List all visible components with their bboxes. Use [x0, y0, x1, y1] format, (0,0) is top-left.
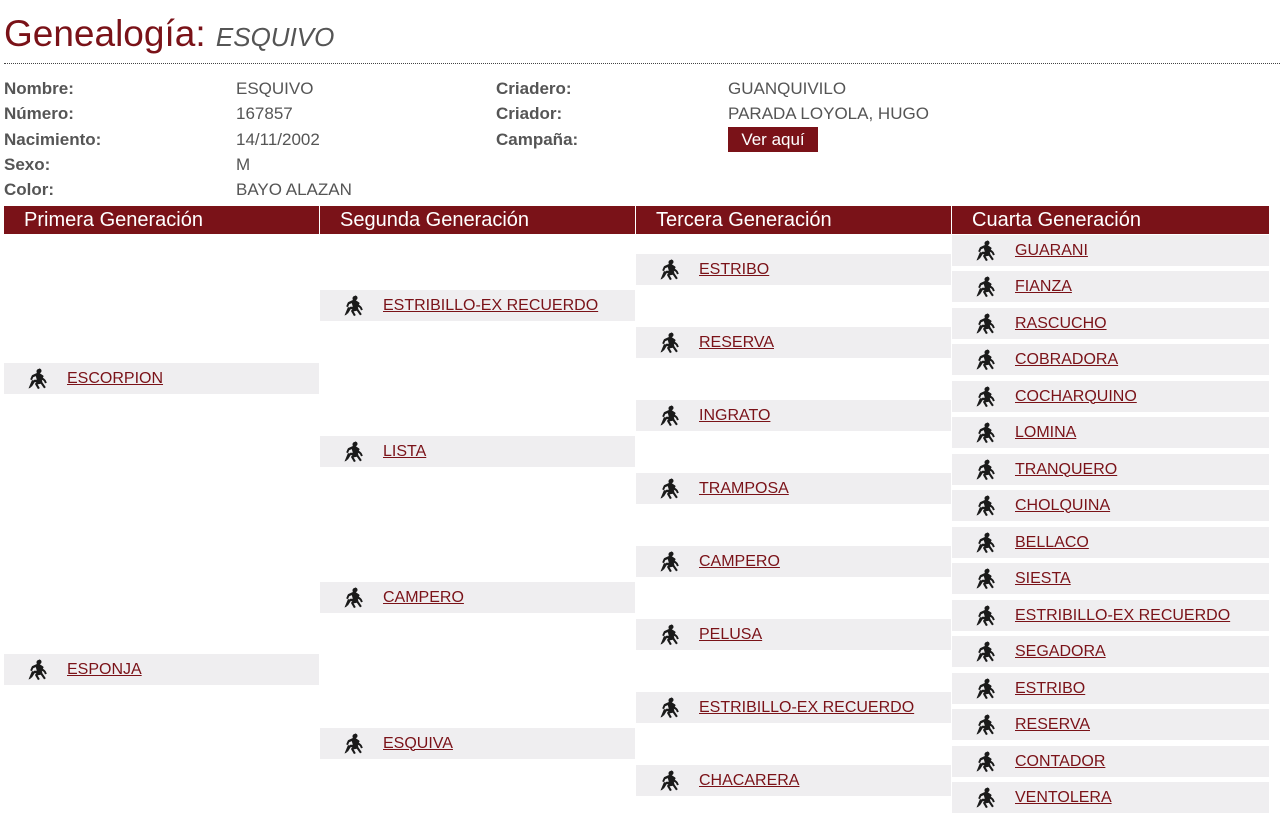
gen1-cell: [4, 363, 319, 394]
gen3-horse-link[interactable]: ESTRIBO: [699, 260, 770, 278]
gen4-cell: [952, 235, 1269, 266]
gen4-horse-link[interactable]: TRANQUERO: [1015, 460, 1118, 478]
gen4-horse-link[interactable]: CHOLQUINA: [1015, 496, 1111, 514]
rider-on-horse-icon: [658, 258, 682, 282]
rider-on-horse-icon: [658, 331, 682, 355]
ver-aqui-button[interactable]: Ver aquí: [728, 127, 818, 152]
gen2-horse-link[interactable]: ESQUIVA: [383, 734, 453, 752]
page-title-horse: ESQUIVO: [215, 22, 335, 52]
criador-value: PARADA LOYOLA, HUGO: [728, 104, 929, 123]
rider-on-horse-icon: [658, 404, 682, 428]
criadero-value: GUANQUIVILO: [728, 79, 847, 98]
page-title: [4, 12, 334, 59]
gen4-cell: [952, 709, 1269, 740]
sexo-value: M: [236, 155, 251, 174]
gen1-cell: [4, 654, 319, 685]
sexo-label: Sexo:: [4, 155, 51, 174]
gen4-horse-link[interactable]: COCHARQUINO: [1015, 387, 1137, 405]
header-tercera-generacion: Tercera Generación: [636, 206, 951, 234]
gen2-horse-link[interactable]: LISTA: [383, 442, 427, 460]
gen4-cell: [952, 344, 1269, 375]
gen1-horse-link[interactable]: ESPONJA: [67, 660, 142, 678]
rider-on-horse-icon: [26, 658, 50, 682]
gen4-cell: [952, 454, 1269, 485]
gen4-cell: [952, 636, 1269, 667]
gen3-horse-link[interactable]: RESERVA: [699, 333, 774, 351]
rider-on-horse-icon: [974, 312, 998, 336]
gen4-cell: [952, 563, 1269, 594]
gen4-cell: [952, 527, 1269, 558]
gen4-cell: [952, 490, 1269, 521]
criadero-label: Criadero:: [496, 79, 572, 98]
gen2-horse-link[interactable]: ESTRIBILLO-EX RECUERDO: [383, 296, 599, 314]
gen2-horse-link[interactable]: CAMPERO: [383, 588, 464, 606]
rider-on-horse-icon: [974, 713, 998, 737]
gen3-cell: [636, 400, 951, 431]
gen4-horse-link[interactable]: ESTRIBO: [1015, 679, 1086, 697]
gen1-horse-link[interactable]: ESCORPION: [67, 369, 164, 387]
rider-on-horse-icon: [26, 367, 50, 391]
gen3-cell: [636, 327, 951, 358]
gen2-cell: [320, 728, 635, 759]
gen3-horse-link[interactable]: CHACARERA: [699, 771, 800, 789]
gen4-horse-link[interactable]: COBRADORA: [1015, 350, 1119, 368]
gen4-horse-link[interactable]: GUARANI: [1015, 241, 1088, 259]
rider-on-horse-icon: [974, 640, 998, 664]
rider-on-horse-icon: [342, 440, 366, 464]
gen4-cell: [952, 271, 1269, 302]
gen4-cell: [952, 782, 1269, 813]
gen3-cell: [636, 546, 951, 577]
gen3-cell: [636, 692, 951, 723]
gen3-horse-link[interactable]: CAMPERO: [699, 552, 780, 570]
header-cuarta-generacion: Cuarta Generación: [952, 206, 1269, 234]
rider-on-horse-icon: [974, 750, 998, 774]
gen3-horse-link[interactable]: ESTRIBILLO-EX RECUERDO: [699, 698, 915, 716]
rider-on-horse-icon: [658, 696, 682, 720]
page-title-label: Genealogía:: [4, 13, 206, 54]
campana-label: Campaña:: [496, 130, 579, 149]
gen4-horse-link[interactable]: BELLACO: [1015, 533, 1089, 551]
gen3-cell: [636, 619, 951, 650]
rider-on-horse-icon: [974, 421, 998, 445]
gen4-horse-link[interactable]: SEGADORA: [1015, 642, 1106, 660]
gen4-cell: [952, 746, 1269, 777]
gen4-cell: [952, 673, 1269, 704]
gen4-cell: [952, 381, 1269, 412]
rider-on-horse-icon: [974, 531, 998, 555]
gen4-horse-link[interactable]: CONTADOR: [1015, 752, 1106, 770]
rider-on-horse-icon: [658, 623, 682, 647]
gen4-horse-link[interactable]: FIANZA: [1015, 277, 1072, 295]
gen2-cell: [320, 436, 635, 467]
rider-on-horse-icon: [974, 494, 998, 518]
gen3-cell: [636, 473, 951, 504]
rider-on-horse-icon: [974, 385, 998, 409]
nombre-label: Nombre:: [4, 79, 74, 98]
gen4-horse-link[interactable]: RASCUCHO: [1015, 314, 1107, 332]
rider-on-horse-icon: [658, 769, 682, 793]
criador-label: Criador:: [496, 104, 563, 123]
header-primera-generacion: Primera Generación: [4, 206, 319, 234]
rider-on-horse-icon: [342, 586, 366, 610]
rider-on-horse-icon: [342, 732, 366, 756]
numero-label: Número:: [4, 104, 74, 123]
header-segunda-generacion: Segunda Generación: [320, 206, 635, 234]
nacimiento-label: Nacimiento:: [4, 130, 102, 149]
gen2-cell: [320, 582, 635, 613]
gen3-cell: [636, 765, 951, 796]
numero-value: 167857: [236, 104, 293, 123]
gen4-cell: [952, 308, 1269, 339]
rider-on-horse-icon: [974, 604, 998, 628]
nacimiento-value: 14/11/2002: [236, 130, 320, 149]
rider-on-horse-icon: [658, 550, 682, 574]
gen4-horse-link[interactable]: LOMINA: [1015, 423, 1077, 441]
rider-on-horse-icon: [974, 275, 998, 299]
color-value: BAYO ALAZAN: [236, 180, 352, 199]
gen4-horse-link[interactable]: VENTOLERA: [1015, 788, 1112, 806]
gen3-cell: [636, 254, 951, 285]
gen4-cell: [952, 600, 1269, 631]
rider-on-horse-icon: [342, 294, 366, 318]
rider-on-horse-icon: [974, 677, 998, 701]
color-label: Color:: [4, 180, 55, 199]
rider-on-horse-icon: [974, 458, 998, 482]
rider-on-horse-icon: [974, 348, 998, 372]
gen4-cell: [952, 417, 1269, 448]
nombre-value: ESQUIVO: [236, 79, 314, 98]
gen4-horse-link[interactable]: RESERVA: [1015, 715, 1090, 733]
gen4-horse-link[interactable]: SIESTA: [1015, 569, 1071, 587]
gen3-horse-link[interactable]: INGRATO: [699, 406, 771, 424]
rider-on-horse-icon: [658, 477, 682, 501]
rider-on-horse-icon: [974, 239, 998, 263]
rider-on-horse-icon: [974, 567, 998, 591]
title-divider: [4, 63, 1280, 64]
gen4-horse-link[interactable]: ESTRIBILLO-EX RECUERDO: [1015, 606, 1231, 624]
gen2-cell: [320, 290, 635, 321]
gen3-horse-link[interactable]: PELUSA: [699, 625, 763, 643]
rider-on-horse-icon: [974, 786, 998, 810]
gen3-horse-link[interactable]: TRAMPOSA: [699, 479, 789, 497]
